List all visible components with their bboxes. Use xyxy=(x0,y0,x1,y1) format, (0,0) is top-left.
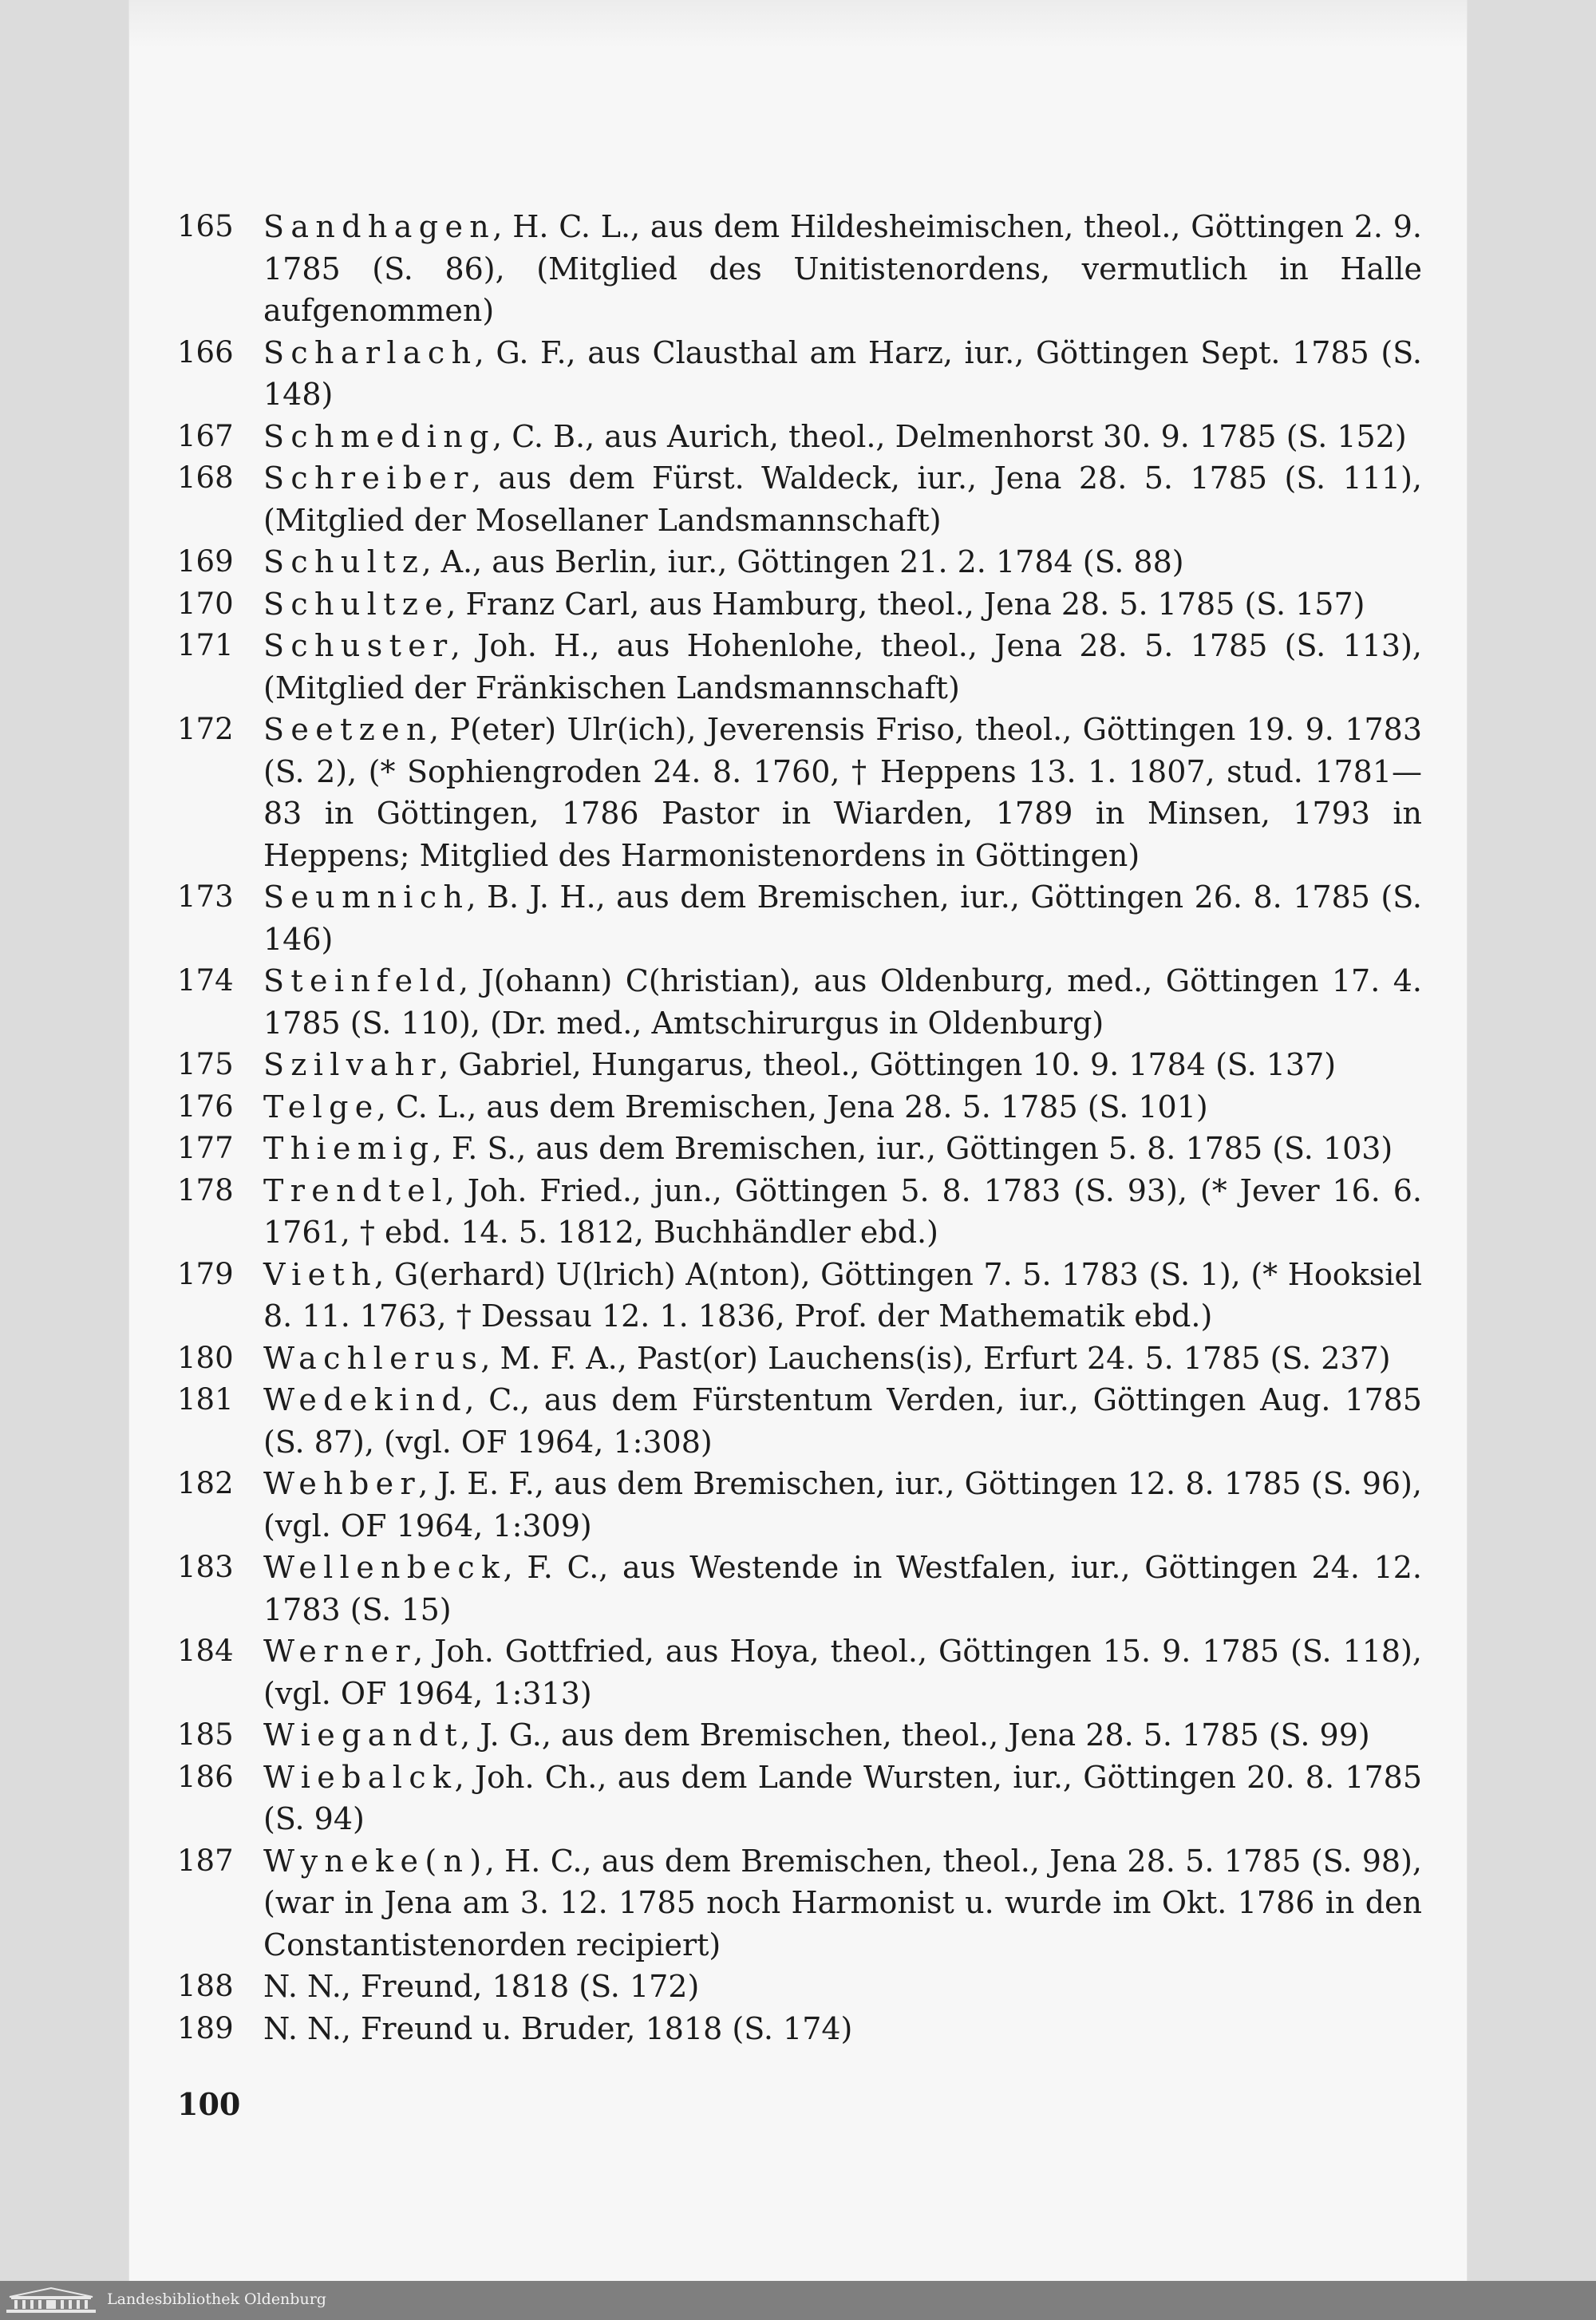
entry-surname: Wiegandt xyxy=(263,1717,464,1753)
entry-details: , Freund u. Bruder, 1818 (S. 174) xyxy=(341,2010,853,2046)
register-entry xyxy=(177,625,1422,709)
entry-details: , Freund, 1818 (S. 172) xyxy=(341,1969,700,2004)
entry-details: , P(eter) Ulr(ich), Jeverensis Friso, theol., Göttingen 19. 9. 1783 (S. 2), (* Sophiengroden 24. 8. 1760, † Heppens 13. 1. 1807, stud. 1781—83 in Göttingen, 1786 Pastor in Wiarden, 1789 in Minsen, 1793 in Heppens; Mitglied des Harmonistenordens in Göttingen) xyxy=(263,712,1422,873)
register-entry xyxy=(177,541,1422,583)
library-name: Landesbibliothek Oldenburg xyxy=(107,2290,326,2308)
register-entry xyxy=(177,1840,1422,1966)
entry-number: 175 xyxy=(177,1047,234,1081)
page-number: 100 xyxy=(177,2086,241,2122)
entry-surname: Wedekind xyxy=(263,1382,468,1417)
entry-details: , Joh. H., aus Hohenlohe, theol., Jena 28. 5. 1785 (S. 113), (Mitglied der Fränkischen Landsmannschaft) xyxy=(263,628,1422,705)
register-entry xyxy=(177,583,1422,626)
entry-number: 169 xyxy=(177,544,234,579)
register-entry xyxy=(177,1044,1422,1086)
entry-surname: Werner xyxy=(263,1634,417,1669)
entry-surname: Schuster xyxy=(263,628,454,663)
entry-surname: Telge xyxy=(263,1089,380,1124)
entry-number: 176 xyxy=(177,1089,234,1124)
register-entry xyxy=(177,1254,1422,1338)
register-entry xyxy=(177,960,1422,1044)
entry-details: , H. C., aus dem Bremischen, theol., Jena 28. 5. 1785 (S. 98), (war in Jena am 3. 12. 1785 noch Harmonist u. wurde im Okt. 1786 in den Constantistenorden recipiert) xyxy=(263,1843,1422,1962)
register-entry xyxy=(177,1170,1422,1254)
entry-surname: Sandhagen xyxy=(263,209,496,244)
entry-number: 174 xyxy=(177,963,234,998)
entry-surname: Scharlach xyxy=(263,334,478,370)
register-entry xyxy=(177,1714,1422,1757)
entry-details: , Joh. Fried., jun., Göttingen 5. 8. 1783 (S. 93), (* Jever 16. 6. 1761, † ebd. 14. 5. 1812, Buchhändler ebd.) xyxy=(263,1172,1422,1250)
entry-surname: Schreiber xyxy=(263,460,475,496)
register-entry xyxy=(177,709,1422,876)
register-entry xyxy=(177,457,1422,541)
entry-surname: Trendtel xyxy=(263,1172,448,1208)
entry-number: 182 xyxy=(177,1466,234,1500)
entry-details: , J(ohann) C(hristian), aus Oldenburg, med., Göttingen 17. 4. 1785 (S. 110), (Dr. med., Amtschirurgus in Oldenburg) xyxy=(263,963,1422,1041)
entry-number: 168 xyxy=(177,460,234,495)
entry-number: 171 xyxy=(177,628,234,662)
entry-details: , J. E. F., aus dem Bremischen, iur., Göttingen 12. 8. 1785 (S. 96), (vgl. OF 1964, 1:309) xyxy=(263,1466,1422,1543)
entry-surname: Thiemig xyxy=(263,1131,436,1166)
entry-number: 180 xyxy=(177,1340,234,1375)
entry-number: 167 xyxy=(177,418,234,453)
register-entry xyxy=(177,1630,1422,1714)
entry-surname: Seetzen xyxy=(263,712,433,747)
entry-details: , Joh. Ch., aus dem Lande Wursten, iur., Göttingen 20. 8. 1785 (S. 94) xyxy=(263,1759,1422,1836)
entry-details: , Gabriel, Hungarus, theol., Göttingen 10. 9. 1784 (S. 137) xyxy=(439,1047,1337,1082)
entry-number: 165 xyxy=(177,209,234,243)
register-entry xyxy=(177,1966,1422,2008)
entry-details: , Franz Carl, aus Hamburg, theol., Jena 28. 5. 1785 (S. 157) xyxy=(446,586,1365,622)
register-entry xyxy=(177,1547,1422,1630)
entry-number: 189 xyxy=(177,2010,234,2045)
register-entry xyxy=(177,1757,1422,1840)
entry-number: 183 xyxy=(177,1550,234,1584)
entry-surname: N. N. xyxy=(263,2010,342,2046)
entry-number: 185 xyxy=(177,1717,234,1752)
entry-surname: Wachlerus xyxy=(263,1340,484,1376)
entry-details: , F. C., aus Westende in Westfalen, iur., Göttingen 24. 12. 1783 (S. 15) xyxy=(263,1550,1422,1627)
entry-surname: Wyneke(n) xyxy=(263,1843,488,1879)
register-entry xyxy=(177,1379,1422,1463)
entry-number: 166 xyxy=(177,334,234,370)
entry-surname: Seumnich xyxy=(263,879,470,915)
library-building-icon xyxy=(5,2286,97,2314)
entry-number: 178 xyxy=(177,1172,234,1207)
entry-surname: Wiebalck xyxy=(263,1759,458,1795)
entry-details: , J. G., aus dem Bremischen, theol., Jena 28. 5. 1785 (S. 99) xyxy=(460,1717,1370,1753)
register-entry xyxy=(177,1128,1422,1170)
entry-number: 173 xyxy=(177,879,234,914)
entry-number: 186 xyxy=(177,1759,234,1794)
register-entry xyxy=(177,2008,1422,2050)
entry-surname: Szilvahr xyxy=(263,1047,443,1082)
register-entry-list xyxy=(177,206,1422,2049)
entry-surname: Wehber xyxy=(263,1466,422,1501)
entry-details: , C. B., aus Aurich, theol., Delmenhorst 30. 9. 1785 (S. 152) xyxy=(492,418,1407,454)
entry-surname: Schmeding xyxy=(263,418,496,454)
entry-surname: Steinfeld xyxy=(263,963,462,998)
entry-surname: N. N. xyxy=(263,1969,342,2004)
entry-surname: Wellenbeck xyxy=(263,1550,507,1585)
entry-number: 184 xyxy=(177,1634,234,1668)
register-entry xyxy=(177,206,1422,332)
register-entry xyxy=(177,332,1422,416)
entry-number: 170 xyxy=(177,586,234,621)
entry-surname: Vieth xyxy=(263,1256,377,1292)
entry-surname: Schultz xyxy=(263,544,425,579)
entry-number: 181 xyxy=(177,1382,234,1417)
register-entry xyxy=(177,1086,1422,1128)
page-edge-shadow xyxy=(129,0,1467,48)
entry-surname: Schultze xyxy=(263,586,450,622)
viewer-footer-bar xyxy=(0,2281,1596,2320)
entry-number: 177 xyxy=(177,1131,234,1165)
entry-details: , B. J. H., aus dem Bremischen, iur., Göttingen 26. 8. 1785 (S. 146) xyxy=(263,879,1422,957)
entry-number: 188 xyxy=(177,1969,234,2003)
entry-details: , G(erhard) U(lrich) A(nton), Göttingen 7. 5. 1783 (S. 1), (* Hooksiel 8. 11. 1763, † Dessau 12. 1. 1836, Prof. der Mathematik ebd.) xyxy=(263,1256,1422,1334)
entry-details: , Joh. Gottfried, aus Hoya, theol., Göttingen 15. 9. 1785 (S. 118), (vgl. OF 1964, 1:313) xyxy=(263,1634,1422,1711)
entry-details: , A., aus Berlin, iur., Göttingen 21. 2. 1784 (S. 88) xyxy=(421,544,1184,579)
entry-details: , M. F. A., Past(or) Lauchens(is), Erfurt 24. 5. 1785 (S. 237) xyxy=(480,1340,1391,1376)
entry-details: , G. F., aus Clausthal am Harz, iur., Göttingen Sept. 1785 (S. 148) xyxy=(263,334,1422,412)
entry-details: , F. S., aus dem Bremischen, iur., Göttingen 5. 8. 1785 (S. 103) xyxy=(432,1131,1393,1166)
register-entry xyxy=(177,876,1422,960)
entry-number: 187 xyxy=(177,1843,234,1878)
entry-details: , C. L., aus dem Bremischen, Jena 28. 5. 1785 (S. 101) xyxy=(376,1089,1208,1124)
entry-number: 179 xyxy=(177,1256,234,1291)
entry-number: 172 xyxy=(177,712,234,746)
entry-details: , C., aus dem Fürstentum Verden, iur., Göttingen Aug. 1785 (S. 87), (vgl. OF 1964, 1:308) xyxy=(263,1382,1422,1460)
entry-details: , aus dem Fürst. Waldeck, iur., Jena 28. 5. 1785 (S. 111), (Mitglied der Mosellaner Landsmannschaft) xyxy=(263,460,1422,538)
register-entry xyxy=(177,416,1422,458)
register-entry xyxy=(177,1463,1422,1547)
register-entry xyxy=(177,1338,1422,1380)
entry-details: , H. C. L., aus dem Hildesheimischen, theol., Göttingen 2. 9. 1785 (S. 86), (Mitglied des Unitistenordens, vermutlich in Halle aufgenommen) xyxy=(263,209,1422,328)
